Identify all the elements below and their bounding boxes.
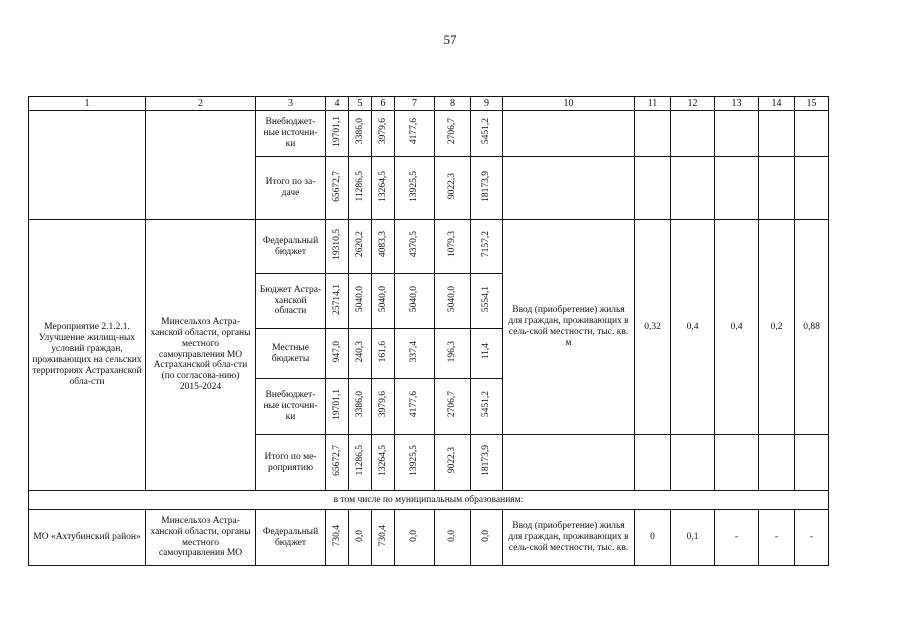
- municipality-name: МО «Ахтубинский район»: [29, 510, 146, 566]
- value-cell: 2706,7: [447, 118, 458, 145]
- target-value: 0,4: [671, 220, 715, 435]
- value-cell: 0,0: [447, 529, 458, 542]
- value-cell: 0,0: [481, 529, 492, 542]
- program-table: [28, 96, 829, 566]
- value-cell: 240,3: [354, 340, 365, 363]
- value-cell: 161,6: [377, 340, 388, 363]
- value-cell: 5040,0: [447, 285, 458, 313]
- executor-text: Минсельхоз Астра-ханской области, органы местного самоуправления МО Астраханской обла-сти (по согласова-нию): [150, 316, 251, 382]
- section-row: [29, 491, 829, 510]
- value-cell: 3386,0: [354, 391, 365, 418]
- target-value: 0,88: [795, 220, 829, 435]
- header-cell: 15: [795, 97, 829, 111]
- empty-cell: [671, 435, 715, 491]
- value-cell: 19701,1: [331, 389, 342, 420]
- section-label: в том числе по муниципальным образованиям:: [29, 491, 829, 510]
- empty-cell: [671, 157, 715, 220]
- value-cell: 13925,5: [409, 170, 420, 202]
- table-row: [29, 220, 829, 274]
- empty-cell: [29, 111, 146, 220]
- funding-source: Итого по за-даче: [256, 157, 326, 220]
- value-cell: 3979,6: [377, 391, 388, 418]
- value-cell: 4083,3: [377, 231, 388, 258]
- empty-cell: [635, 111, 671, 157]
- empty-cell: [635, 157, 671, 220]
- funding-source: Местные бюджеты: [256, 329, 326, 379]
- value-cell: 4177,6: [409, 118, 420, 145]
- executor: Минсельхоз Астра-ханской области, органы местного самоуправления МО: [146, 510, 256, 566]
- value-cell: 18173,9: [481, 170, 492, 202]
- header-cell: 1: [29, 97, 146, 111]
- value-cell: 1079,3: [447, 231, 458, 258]
- target-value: 0,1: [671, 510, 715, 566]
- funding-source: Федеральный бюджет: [256, 510, 326, 566]
- empty-cell: [795, 111, 829, 157]
- header-row: [29, 97, 829, 111]
- empty-cell: [715, 111, 759, 157]
- empty-cell: [795, 157, 829, 220]
- funding-source: Внебюджет-ные источни-ки: [256, 111, 326, 157]
- header-cell: 14: [759, 97, 795, 111]
- header-cell: 7: [395, 97, 435, 111]
- target-value: -: [759, 510, 795, 566]
- value-cell: 25714,1: [331, 283, 342, 315]
- value-cell: 13264,5: [377, 445, 388, 476]
- value-cell: 196,3: [447, 340, 458, 363]
- page-number: 57: [443, 32, 457, 47]
- value-cell: 9022,3: [447, 447, 458, 474]
- value-cell: 9022,3: [447, 172, 458, 200]
- executor: [146, 220, 256, 491]
- value-cell: 5040,0: [409, 285, 420, 313]
- empty-cell: [795, 435, 829, 491]
- value-cell: 65672,7: [331, 170, 342, 202]
- value-cell: 0,0: [409, 529, 420, 542]
- value-cell: 2706,7: [447, 391, 458, 418]
- value-cell: 5451,2: [481, 391, 492, 418]
- value-cell: 4370,5: [409, 231, 420, 258]
- target-value: -: [715, 510, 759, 566]
- header-cell: 5: [349, 97, 372, 111]
- value-cell: 2620,2: [354, 231, 365, 258]
- table-row: [29, 510, 829, 566]
- funding-source: Бюджет Астра-ханской области: [256, 274, 326, 329]
- value-cell: 5040,0: [354, 285, 365, 313]
- empty-cell: [635, 435, 671, 491]
- value-cell: 337,4: [409, 340, 420, 363]
- years: 2015-2024: [179, 382, 222, 393]
- value-cell: 19310,5: [331, 229, 342, 260]
- header-cell: 3: [256, 97, 326, 111]
- empty-cell: [671, 111, 715, 157]
- value-cell: 5451,2: [481, 118, 492, 145]
- value-cell: 730,4: [377, 524, 388, 547]
- indicator: Ввод (приобретение) жилья для граждан, проживающих в сель-ской местности, тыс. кв. м: [503, 220, 635, 435]
- value-cell: 5040,0: [377, 285, 388, 313]
- empty-cell: [759, 111, 795, 157]
- funding-source: Внебюджет-ные источни-ки: [256, 379, 326, 435]
- empty-cell: [503, 111, 635, 157]
- value-cell: 7157,2: [481, 231, 492, 258]
- funding-source: Итого по ме-роприятию: [256, 435, 326, 491]
- header-cell: 11: [635, 97, 671, 111]
- value-cell: 730,4: [331, 524, 342, 547]
- header-cell: 10: [503, 97, 635, 111]
- target-value: 0,2: [759, 220, 795, 435]
- value-cell: 3979,6: [377, 118, 388, 145]
- event-name: Мероприятие 2.1.2.1. Улучшение жилищ-ных условий граждан, проживающих на сельских территориях Астраханской обла-сти: [29, 220, 146, 491]
- empty-cell: [715, 435, 759, 491]
- value-cell: 19701,1: [331, 116, 342, 147]
- empty-cell: [759, 435, 795, 491]
- value-cell: 13925,5: [409, 445, 420, 476]
- funding-source: Федеральный бюджет: [256, 220, 326, 274]
- target-value: -: [795, 510, 829, 566]
- value-cell: 13264,5: [377, 170, 388, 202]
- value-cell: 3386,0: [354, 118, 365, 145]
- empty-cell: [503, 435, 635, 491]
- value-cell: 11286,5: [354, 445, 365, 476]
- target-value: 0: [635, 510, 671, 566]
- value-cell: 0,0: [354, 529, 365, 542]
- header-cell: 4: [326, 97, 349, 111]
- indicator: Ввод (приобретение) жилья для граждан, проживающих в сель-ской местности, тыс. кв.: [503, 510, 635, 566]
- value-cell: 11,4: [481, 343, 492, 360]
- empty-cell: [146, 111, 256, 220]
- table-row: [29, 111, 829, 157]
- value-cell: 4177,6: [409, 391, 420, 418]
- target-value: 0,32: [635, 220, 671, 435]
- target-value: 0,4: [715, 220, 759, 435]
- empty-cell: [503, 157, 635, 220]
- header-cell: 13: [715, 97, 759, 111]
- value-cell: 5554,1: [481, 285, 492, 313]
- header-cell: 9: [471, 97, 503, 111]
- empty-cell: [759, 157, 795, 220]
- header-cell: 2: [146, 97, 256, 111]
- value-cell: 65672,7: [331, 445, 342, 476]
- value-cell: 947,0: [331, 340, 342, 363]
- header-cell: 6: [372, 97, 395, 111]
- value-cell: 11286,5: [354, 170, 365, 202]
- value-cell: 18173,9: [481, 445, 492, 476]
- header-cell: 12: [671, 97, 715, 111]
- empty-cell: [715, 157, 759, 220]
- header-cell: 8: [435, 97, 471, 111]
